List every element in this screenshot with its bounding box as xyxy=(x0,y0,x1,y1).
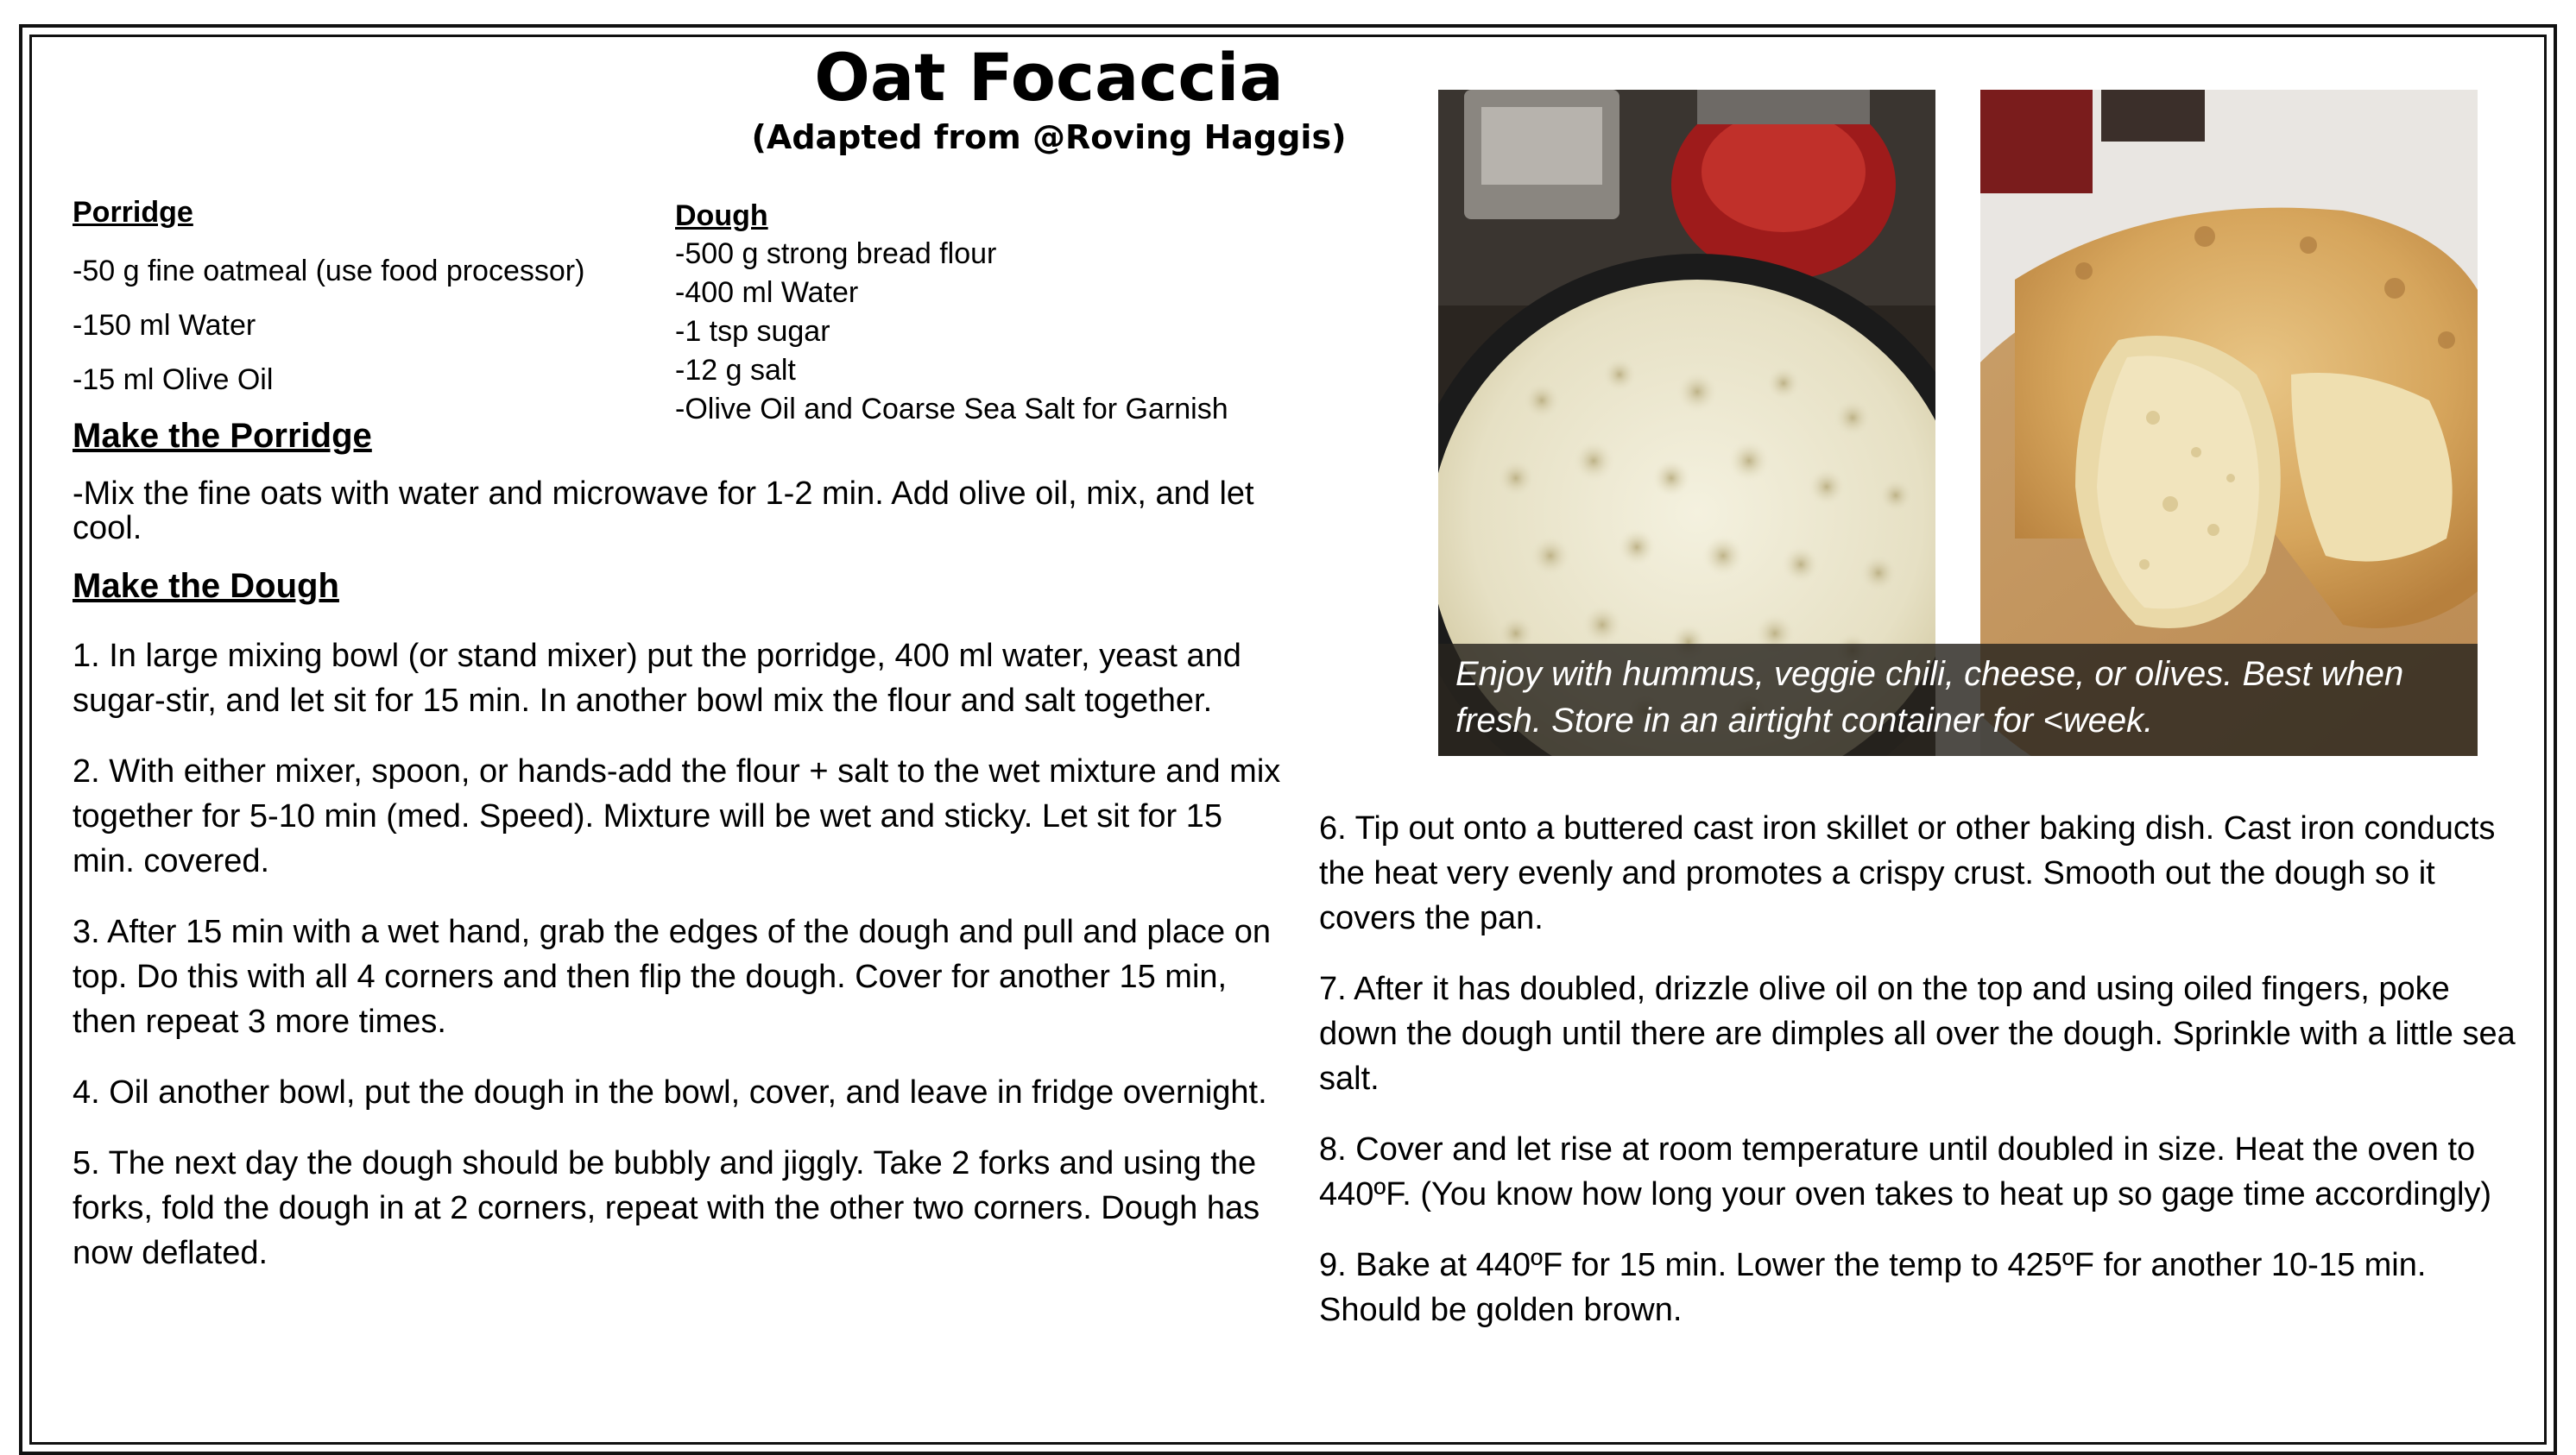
make-porridge-heading: Make the Porridge xyxy=(73,417,372,455)
porridge-ingredients xyxy=(73,195,677,417)
porridge-heading: Porridge xyxy=(73,196,193,229)
dough-ingredients xyxy=(675,198,1383,429)
ingredient-item: -50 g fine oatmeal (use food processor) xyxy=(73,255,585,287)
recipe-title: Oat Focaccia xyxy=(814,39,1284,116)
recipe-step: 3. After 15 min with a wet hand, grab the edges of the dough and pull and place on top. Do this with all 4 corners and then flip the dough. Cover for another 15 min, then repeat 3 more times. xyxy=(73,914,1271,1040)
recipe-step: 7. After it has doubled, drizzle olive oil on the top and using oiled fingers, poke down the dough until there are dimples all over the dough. Sprinkle with a little sea salt. xyxy=(1319,971,2516,1097)
ingredient-item: -1 tsp sugar xyxy=(675,315,830,348)
make-porridge-text: -Mix the fine oats with water and microwave for 1-2 min. Add olive oil, mix, and let cool. xyxy=(73,476,1254,546)
ingredient-item: -Olive Oil and Coarse Sea Salt for Garnish xyxy=(675,393,1228,425)
dough-heading: Dough xyxy=(675,199,768,232)
recipe-step: 5. The next day the dough should be bubbly and jiggly. Take 2 forks and using the forks, fold the dough in at 2 corners, repeat with the other two corners. Dough has now deflated. xyxy=(73,1145,1260,1271)
dough-steps-left xyxy=(73,633,1290,1301)
recipe-step: 4. Oil another bowl, put the dough in the bowl, cover, and leave in fridge overnight. xyxy=(73,1074,1267,1111)
recipe-step: 1. In large mixing bowl (or stand mixer) put the porridge, 400 ml water, yeast and sugar-stir, and let sit for 15 min. In another bowl mix the flour and salt together. xyxy=(73,638,1241,719)
recipe-step: 9. Bake at 440ºF for 15 min. Lower the temp to 425ºF for another 10-15 min. Should be golden brown. xyxy=(1319,1247,2427,1328)
dough-steps-right xyxy=(1319,806,2528,1358)
ingredient-item: -400 ml Water xyxy=(675,276,859,309)
recipe-step: 6. Tip out onto a buttered cast iron skillet or other baking dish. Cast iron conducts the heat very evenly and promotes a crispy crust. Smooth out the dough so it covers the pan. xyxy=(1319,810,2496,936)
ingredient-item: -15 ml Olive Oil xyxy=(73,363,274,396)
ingredient-item: -500 g strong bread flour xyxy=(675,237,997,270)
recipe-step: 8. Cover and let rise at room temperature until doubled in size. Heat the oven to 440ºF. (You know how long your oven takes to heat up so gage time accordingly) xyxy=(1319,1131,2492,1212)
ingredient-item: -12 g salt xyxy=(675,354,796,387)
recipe-subtitle: (Adapted from @Roving Haggis) xyxy=(751,118,1347,156)
photo-caption: Enjoy with hummus, veggie chili, cheese, or olives. Best when fresh. Store in an airtight container for <week. xyxy=(1455,655,2404,740)
ingredient-item: -150 ml Water xyxy=(73,309,256,342)
recipe-step: 2. With either mixer, spoon, or hands-add the flour + salt to the wet mixture and mix together for 5-10 min (med. Speed). Mixture will be wet and sticky. Let sit for 15 min. covered. xyxy=(73,753,1281,879)
make-dough-heading: Make the Dough xyxy=(73,567,339,605)
